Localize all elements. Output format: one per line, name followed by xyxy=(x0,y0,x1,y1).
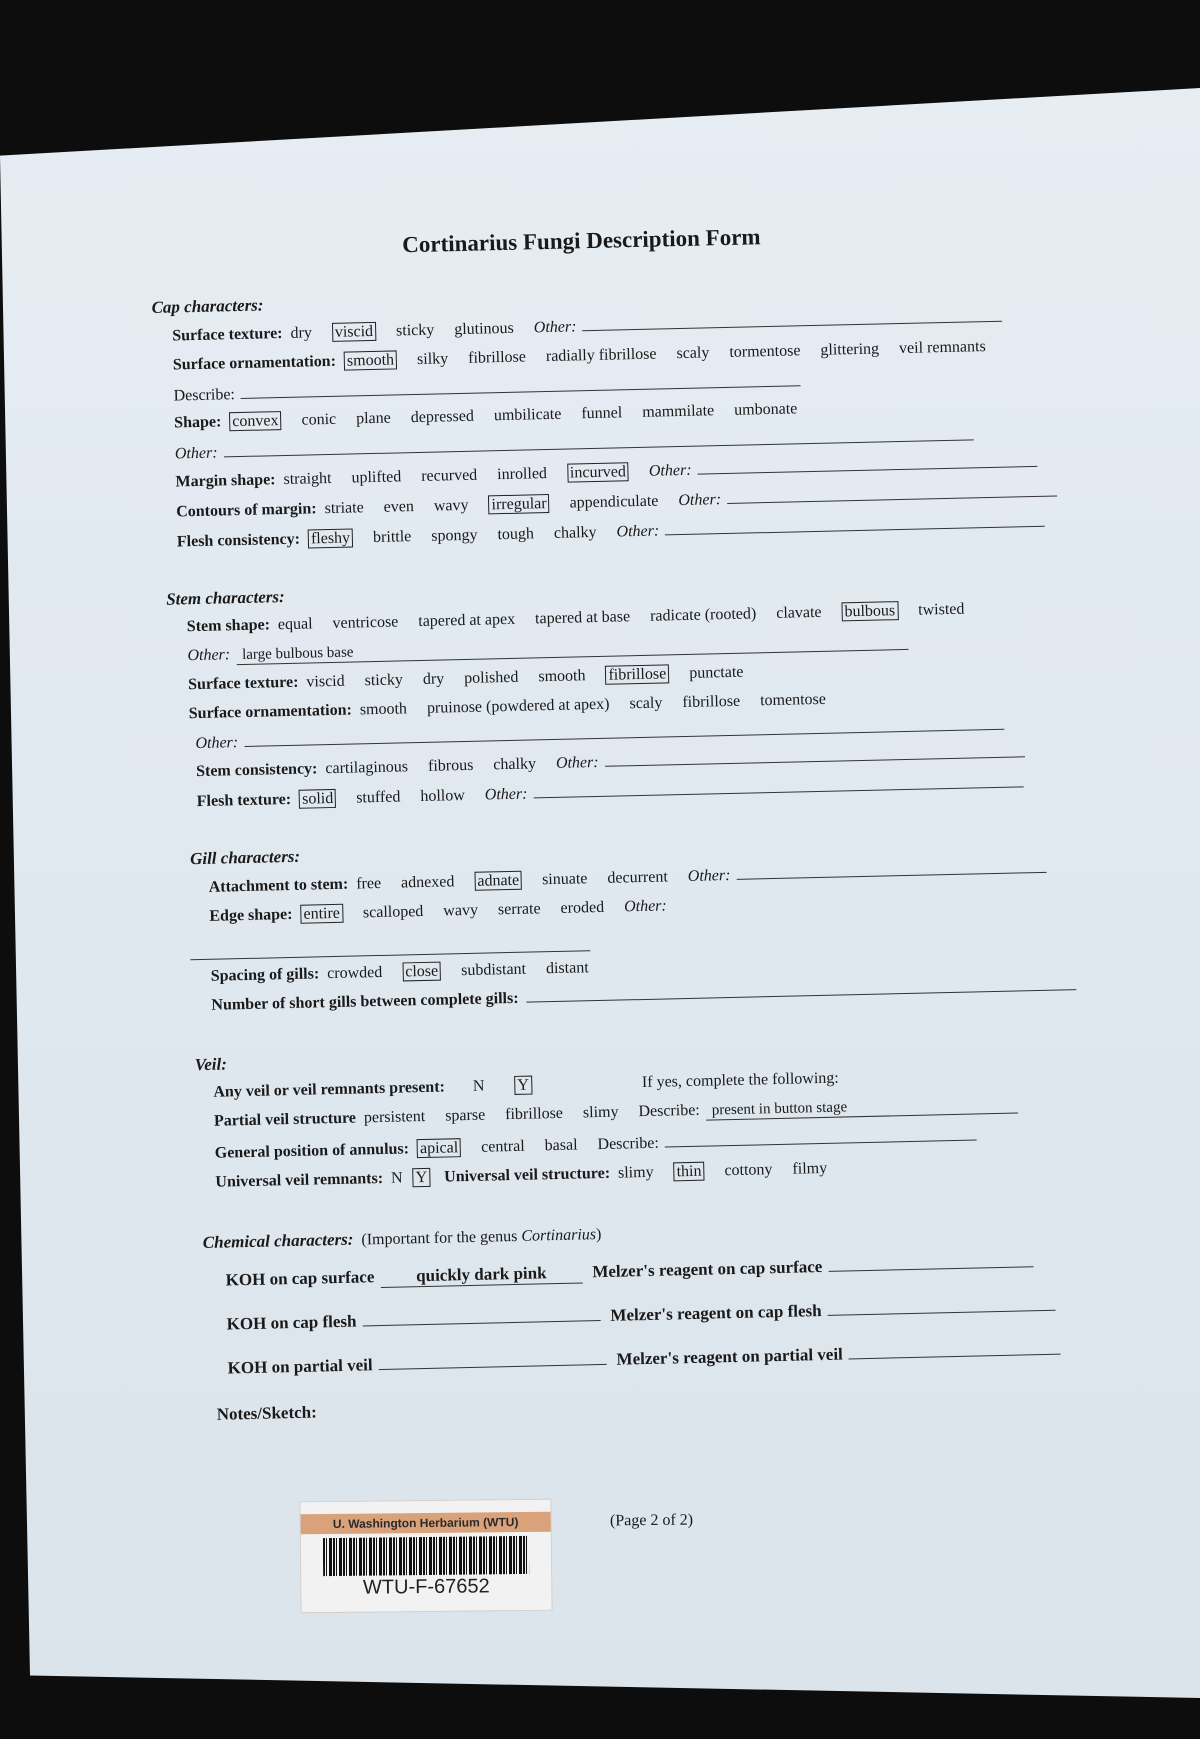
gill-attachment-option-adnexed[interactable]: adnexed xyxy=(400,873,455,892)
gill-edge-option-entire[interactable]: entire xyxy=(300,904,343,924)
cap-flesh-label: Flesh consistency: xyxy=(176,530,301,551)
cap-surface-texture-option-dry[interactable]: dry xyxy=(290,324,313,342)
herbarium-name: U. Washington Herbarium (WTU) xyxy=(301,1512,551,1535)
cap-surface-ornamentation-option-radially-fibrillose[interactable]: radially fibrillose xyxy=(545,345,657,366)
cap-contours-other-label: Other: xyxy=(678,491,722,510)
stem-surface-ornamentation-option-pruinose-powdered-at-apex[interactable]: pruinose (powdered at apex) xyxy=(426,695,610,717)
gill-attachment-option-adnate[interactable]: adnate xyxy=(474,871,522,891)
page-number: (Page 2 of 2) xyxy=(609,1511,694,1530)
cap-contours-option-irregular[interactable]: irregular xyxy=(488,494,549,514)
stem-surface-ornamentation-option-smooth[interactable]: smooth xyxy=(359,700,408,719)
stem-surface-ornamentation-option-tomentose[interactable]: tomentose xyxy=(759,690,827,710)
gill-heading: Gill characters: xyxy=(189,846,301,869)
cap-surface-ornamentation-option-glittering[interactable]: glittering xyxy=(820,340,880,359)
cap-surface-texture-option-glutinous[interactable]: glutinous xyxy=(454,319,514,339)
stem-shape-other-label: Other: xyxy=(187,646,231,665)
cap-flesh-option-chalky[interactable]: chalky xyxy=(553,523,597,542)
veil-partial-option-sparse[interactable]: sparse xyxy=(445,1106,486,1125)
koh-cap-surface-label: KOH on cap surface xyxy=(225,1267,375,1290)
cap-margin-shape-option-straight[interactable]: straight xyxy=(283,469,332,489)
cap-surface-ornamentation-option-veil-remnants[interactable]: veil remnants xyxy=(898,338,986,358)
stem-heading: Stem characters: xyxy=(165,587,285,609)
cap-flesh-option-spongy[interactable]: spongy xyxy=(431,526,478,545)
gill-spacing-option-crowded[interactable]: crowded xyxy=(327,963,383,983)
gill-edge-other-label: Other: xyxy=(623,897,667,916)
gill-edge-option-eroded[interactable]: eroded xyxy=(560,898,605,917)
chemical-heading: Chemical characters: xyxy=(202,1229,354,1253)
stem-surface-texture-option-punctate[interactable]: punctate xyxy=(689,663,744,682)
gill-edge-label: Edge shape: xyxy=(209,905,293,925)
stem-shape-option-bulbous[interactable]: bulbous xyxy=(841,601,898,621)
gill-spacing-option-close[interactable]: close xyxy=(402,962,441,982)
veil-universal-n[interactable]: N xyxy=(390,1169,403,1187)
cap-flesh-option-fleshy[interactable]: fleshy xyxy=(308,528,354,548)
melzer-cap-flesh-label: Melzer's reagent on cap flesh xyxy=(610,1301,822,1325)
cap-margin-shape-option-incurved[interactable]: incurved xyxy=(567,462,629,482)
stem-surface-texture-option-viscid[interactable]: viscid xyxy=(306,672,345,691)
stem-surface-texture-option-dry[interactable]: dry xyxy=(422,670,445,688)
veil-annulus-describe-label: Describe: xyxy=(597,1134,660,1154)
veil-partial-label: Partial veil structure xyxy=(213,1109,357,1130)
cap-heading: Cap characters: xyxy=(151,295,264,317)
veil-structure-filmy[interactable]: filmy xyxy=(792,1159,828,1178)
cap-contours-option-striate[interactable]: striate xyxy=(324,499,364,518)
koh-cap-flesh-label: KOH on cap flesh xyxy=(226,1311,357,1334)
herbarium-label xyxy=(299,1499,552,1614)
veil-partial-option-slimy[interactable]: slimy xyxy=(582,1103,619,1122)
cap-surface-texture-option-sticky[interactable]: sticky xyxy=(395,321,435,340)
cap-shape-option-conic[interactable]: conic xyxy=(301,410,337,429)
stem-shape-option-equal[interactable]: equal xyxy=(277,615,313,634)
cap-surface-texture-other-label: Other: xyxy=(533,318,577,337)
cap-shape-option-umbilicate[interactable]: umbilicate xyxy=(493,405,562,425)
barcode xyxy=(323,1536,529,1576)
veil-annulus-option-basal[interactable]: basal xyxy=(544,1136,578,1155)
veil-partial-describe-value[interactable]: present in button stage xyxy=(706,1096,1018,1121)
veil-partial-describe-label: Describe: xyxy=(638,1101,700,1121)
cap-surface-texture-option-viscid[interactable]: viscid xyxy=(332,322,377,342)
veil-universal-y[interactable]: Y xyxy=(412,1168,430,1187)
cap-margin-shape-option-recurved[interactable]: recurved xyxy=(421,466,478,485)
cap-surface-ornamentation-option-smooth[interactable]: smooth xyxy=(344,350,398,370)
cap-shape-option-depressed[interactable]: depressed xyxy=(410,407,475,427)
stem-shape-option-clavate[interactable]: clavate xyxy=(776,603,822,622)
cap-contours-option-even[interactable]: even xyxy=(383,498,415,516)
veil-annulus-option-central[interactable]: central xyxy=(480,1137,525,1156)
koh-partial-veil-label: KOH on partial veil xyxy=(227,1355,373,1378)
gill-spacing-option-distant[interactable]: distant xyxy=(545,959,589,978)
gill-edge-option-wavy[interactable]: wavy xyxy=(443,901,479,920)
gill-spacing-option-subdistant[interactable]: subdistant xyxy=(460,960,527,980)
cap-shape-option-convex[interactable]: convex xyxy=(229,411,282,431)
stem-flesh-texture-option-stuffed[interactable]: stuffed xyxy=(356,788,401,807)
veil-present-label: Any veil or veil remnants present: xyxy=(213,1078,446,1101)
veil-structure-thin[interactable]: thin xyxy=(673,1162,704,1182)
gill-attachment-option-free[interactable]: free xyxy=(356,874,382,893)
stem-surface-ornamentation-label: Surface ornamentation: xyxy=(188,701,353,723)
cap-shape-option-umbonate[interactable]: umbonate xyxy=(733,400,798,419)
stem-surface-texture-label: Surface texture: xyxy=(187,673,299,694)
stem-flesh-texture-option-hollow[interactable]: hollow xyxy=(420,787,465,806)
cap-flesh-option-brittle[interactable]: brittle xyxy=(372,528,412,547)
gill-edge-option-scalloped[interactable]: scalloped xyxy=(362,902,424,922)
gill-attachment-option-sinuate[interactable]: sinuate xyxy=(541,870,588,889)
stem-surface-ornamentation-option-fibrillose[interactable]: fibrillose xyxy=(682,692,741,712)
cap-margin-shape-other-label: Other: xyxy=(648,461,692,480)
gill-spacing-label: Spacing of gills: xyxy=(210,965,320,985)
cap-shape-option-funnel[interactable]: funnel xyxy=(581,404,623,423)
cap-contours-option-appendiculate[interactable]: appendiculate xyxy=(569,492,659,512)
cap-surface-ornamentation-option-scaly[interactable]: scaly xyxy=(676,344,710,363)
stem-shape-other-value[interactable]: large bulbous base xyxy=(236,632,908,665)
stem-shape-option-ventricose[interactable]: ventricose xyxy=(332,613,399,632)
stem-consistency-option-cartilaginous[interactable]: cartilaginous xyxy=(325,758,409,778)
gill-attachment-other-label: Other: xyxy=(687,866,731,885)
melzer-cap-surface-label: Melzer's reagent on cap surface xyxy=(592,1257,823,1282)
gill-short-label: Number of short gills between complete gills: xyxy=(211,989,519,1014)
chemical-subheading-post: ) xyxy=(595,1226,602,1244)
veil-present-y[interactable]: Y xyxy=(514,1076,532,1095)
cap-describe-label: Describe: xyxy=(173,386,236,405)
stem-surface-texture-option-sticky[interactable]: sticky xyxy=(364,671,404,690)
form-title: Cortinarius Fungi Description Form xyxy=(401,224,761,258)
stem-surface-texture-option-polished[interactable]: polished xyxy=(463,668,519,687)
veil-universal-structure-label: Universal veil structure: xyxy=(444,1164,611,1186)
stem-consistency-option-chalky[interactable]: chalky xyxy=(493,755,537,774)
specimen-code: WTU-F-67652 xyxy=(362,1575,490,1599)
stem-consistency-label: Stem consistency: xyxy=(195,760,318,781)
cap-flesh-option-tough[interactable]: tough xyxy=(497,525,535,544)
cap-margin-shape-label: Margin shape: xyxy=(175,471,276,491)
cap-surface-ornamentation-option-silky[interactable]: silky xyxy=(416,350,449,368)
veil-heading: Veil: xyxy=(194,1054,228,1075)
cap-margin-shape-option-uplifted[interactable]: uplifted xyxy=(351,468,402,487)
stem-shape-option-radicate-rooted[interactable]: radicate (rooted) xyxy=(649,605,757,625)
stem-consistency-option-fibrous[interactable]: fibrous xyxy=(427,756,474,775)
stem-shape-label: Stem shape: xyxy=(186,616,271,636)
veil-partial-option-persistent[interactable]: persistent xyxy=(363,1107,426,1127)
stem-flesh-texture-other-label: Other: xyxy=(484,785,528,804)
stem-consistency-other-label: Other: xyxy=(555,753,599,772)
veil-present-note: If yes, complete the following: xyxy=(641,1069,839,1092)
melzer-cap-surface-line[interactable] xyxy=(828,1252,1033,1272)
gill-edge-option-serrate[interactable]: serrate xyxy=(497,900,541,919)
chemical-subheading-pre: (Important for the genus xyxy=(361,1227,522,1249)
veil-present-n[interactable]: N xyxy=(472,1077,485,1095)
chemical-subheading-genus: Cortinarius xyxy=(521,1226,597,1245)
stem-shape-option-tapered-at-apex[interactable]: tapered at apex xyxy=(418,610,516,631)
cap-surface-ornamentation-option-tormentose[interactable]: tormentose xyxy=(729,342,801,361)
stem-surface-ornamentation-option-scaly[interactable]: scaly xyxy=(629,694,663,713)
gill-attachment-option-decurrent[interactable]: decurrent xyxy=(607,868,668,887)
stem-shape-option-tapered-at-base[interactable]: tapered at base xyxy=(534,608,631,628)
cap-shape-option-plane[interactable]: plane xyxy=(355,409,391,428)
veil-universal-remnants-label: Universal veil remnants: xyxy=(215,1169,384,1191)
stem-flesh-texture-option-solid[interactable]: solid xyxy=(299,789,337,809)
cap-surface-ornamentation-option-fibrillose[interactable]: fibrillose xyxy=(467,348,527,367)
stem-flesh-texture-label: Flesh texture: xyxy=(196,790,292,811)
cap-shape-other-label: Other: xyxy=(174,444,218,463)
stem-shape-option-twisted[interactable]: twisted xyxy=(917,600,965,619)
cap-surface-ornamentation-label: Surface ornamentation: xyxy=(172,352,337,374)
veil-annulus-label: General position of annulus: xyxy=(214,1140,410,1162)
stem-surface-texture-option-fibrillose[interactable]: fibrillose xyxy=(605,664,669,684)
veil-partial-option-fibrillose[interactable]: fibrillose xyxy=(504,1104,564,1124)
cap-surface-texture-label: Surface texture: xyxy=(172,325,283,345)
cap-shape-label: Shape: xyxy=(174,413,222,432)
cap-shape-option-mammilate[interactable]: mammilate xyxy=(642,402,715,421)
stem-surface-texture-option-smooth[interactable]: smooth xyxy=(538,667,586,686)
veil-structure-slimy[interactable]: slimy xyxy=(617,1163,654,1182)
cap-contours-option-wavy[interactable]: wavy xyxy=(433,496,469,515)
veil-structure-cottony[interactable]: cottony xyxy=(724,1161,773,1180)
veil-annulus-option-apical[interactable]: apical xyxy=(417,1138,462,1158)
gill-attachment-label: Attachment to stem: xyxy=(208,875,349,896)
cap-contours-label: Contours of margin: xyxy=(176,500,317,521)
melzer-partial-veil-label: Melzer's reagent on partial veil xyxy=(616,1344,843,1369)
koh-cap-surface-value[interactable]: quickly dark pink xyxy=(380,1262,582,1288)
cap-margin-shape-option-inrolled[interactable]: inrolled xyxy=(497,465,548,484)
cap-flesh-other-label: Other: xyxy=(616,522,660,541)
stem-ornamentation-other-label: Other: xyxy=(195,734,239,753)
notes-label: Notes/Sketch: xyxy=(216,1402,318,1424)
